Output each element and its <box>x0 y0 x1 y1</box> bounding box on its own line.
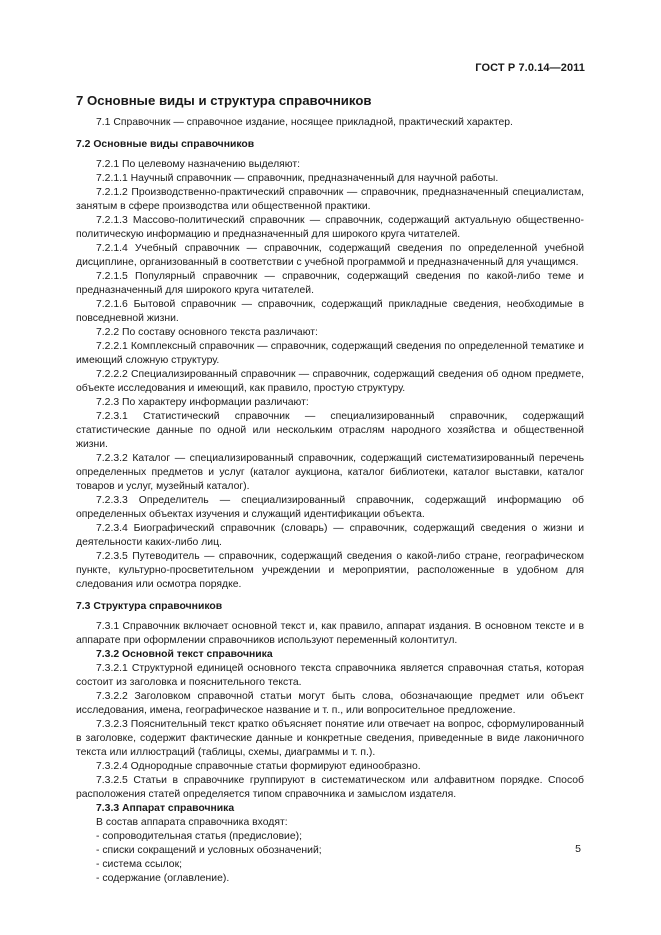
paragraph: 7.3.2.3 Пояснительный текст кратко объясняет понятие или отвечает на вопрос, сформулированный в заголовке, содержит фактические данные и конкретные сведения, приведенные в виде лаконичного текста или иллюстраций (таблицы, схемы, диаграммы и т. п.). <box>76 719 584 758</box>
paragraph-7-3-3: В состав аппарата справочника входят: <box>96 817 288 828</box>
subsection-title-7-3-2: 7.3.2 Основной текст справочника <box>96 649 273 660</box>
paragraph: 7.2.3.3 Определитель — специализированный справочник, содержащий информацию об определенных объектах изучения и служащий идентификации объекта. <box>76 495 584 520</box>
paragraphs-7-2 <box>76 158 584 592</box>
list-item: - сопроводительная статья (предисловие); <box>96 831 302 842</box>
page-number: 5 <box>575 843 581 855</box>
paragraph: 7.2.3.5 Путеводитель — справочник, содержащий сведения о какой-либо стране, географическом пункте, культурно-просветительном учреждении и мероприятии, расположенные в удобном для следования или осмотра порядке. <box>76 551 584 590</box>
paragraph: 7.2.2.2 Специализированный справочник — справочник, содержащий сведения об одном предмете, объекте исследования и имеющий, как правило, простую структуру. <box>76 369 584 394</box>
paragraph: 7.2.1.2 Производственно-практический справочник — справочник, предназначенный специалистам, занятым в сфере производства или общественной практики. <box>76 187 584 212</box>
paragraph: 7.3.2.5 Статьи в справочнике группируют в систематическом или алфавитном порядке. Способ расположения статей определяется типом справочника и замыслом издателя. <box>76 775 584 800</box>
paragraph: 7.2.3.2 Каталог — специализированный справочник, содержащий систематизированный перечень определенных предметов и услуг (каталог аукциона, каталог библиотеки, каталог выставки, каталог товаров и услуг, музейный каталог). <box>76 453 584 492</box>
paragraphs-7-3-2 <box>76 662 584 802</box>
paragraph-7-1: 7.1 Справочник — справочное издание, носящее прикладной, практический характер. <box>96 117 513 128</box>
paragraph: 7.2.1.3 Массово-политический справочник — справочник, содержащий актуальную общественно-политическую информацию и предназначенный для широкого круга читателей. <box>76 215 584 240</box>
paragraph: 7.3.2.2 Заголовком справочной статьи могут быть слова, обозначающие предмет или объект исследования, имена, географическое название и т. п., или вопросительное предложение. <box>76 691 584 716</box>
list-item: - списки сокращений и условных обозначений; <box>96 845 322 856</box>
paragraph: 7.3.2.4 Однородные справочные статьи формируют единообразно. <box>96 761 421 772</box>
document-code-header: ГОСТ Р 7.0.14—2011 <box>475 62 585 74</box>
subsection-title-7-2: 7.2 Основные виды справочников <box>76 139 255 150</box>
page-content <box>76 90 584 886</box>
paragraph: 7.3.2.1 Структурной единицей основного текста справочника является справочная статья, которая состоит из заголовка и пояснительного текста. <box>76 663 584 688</box>
list-item: - содержание (оглавление). <box>96 873 230 884</box>
paragraph: 7.2.3 По характеру информации различают: <box>96 397 309 408</box>
paragraph: 7.2.1.1 Научный справочник — справочник, предназначенный для научной работы. <box>96 173 499 184</box>
paragraph: 7.2.3.4 Биографический справочник (словарь) — справочник, содержащий сведения о жизни и деятельности каких-либо лиц. <box>76 523 584 548</box>
list-item: - система ссылок; <box>96 859 183 870</box>
paragraph: 7.2.2.1 Комплексный справочник — справочник, содержащий сведения по определенной тематике и имеющий сложную структуру. <box>76 341 584 366</box>
paragraph-7-3-1: 7.3.1 Справочник включает основной текст и, как правило, аппарат издания. В основном тексте и в аппарате при оформлении справочников используют переменный колонтитул. <box>76 621 584 646</box>
apparatus-list <box>76 830 584 886</box>
subsection-title-7-3: 7.3 Структура справочников <box>76 601 223 612</box>
section-title: 7 Основные виды и структура справочников <box>76 93 372 108</box>
paragraph: 7.2.1 По целевому назначению выделяют: <box>96 159 301 170</box>
paragraph: 7.2.2 По составу основного текста различают: <box>96 327 318 338</box>
paragraph: 7.2.1.6 Бытовой справочник — справочник, содержащий прикладные сведения, необходимые в повседневной жизни. <box>76 299 584 324</box>
paragraph: 7.2.1.5 Популярный справочник — справочник, содержащий сведения по какой-либо теме и предназначенный для широкого круга читателей. <box>76 271 584 296</box>
subsection-title-7-3-3: 7.3.3 Аппарат справочника <box>96 803 235 814</box>
paragraph: 7.2.3.1 Статистический справочник — специализированный справочник, содержащий статистические данные по одной или нескольким отраслям народного хозяйства и общественной жизни. <box>76 411 584 450</box>
paragraph: 7.2.1.4 Учебный справочник — справочник, содержащий сведения по определенной учебной дисциплине, организованный в соответствии с учебной программой и предназначенный для учащимся. <box>76 243 584 268</box>
